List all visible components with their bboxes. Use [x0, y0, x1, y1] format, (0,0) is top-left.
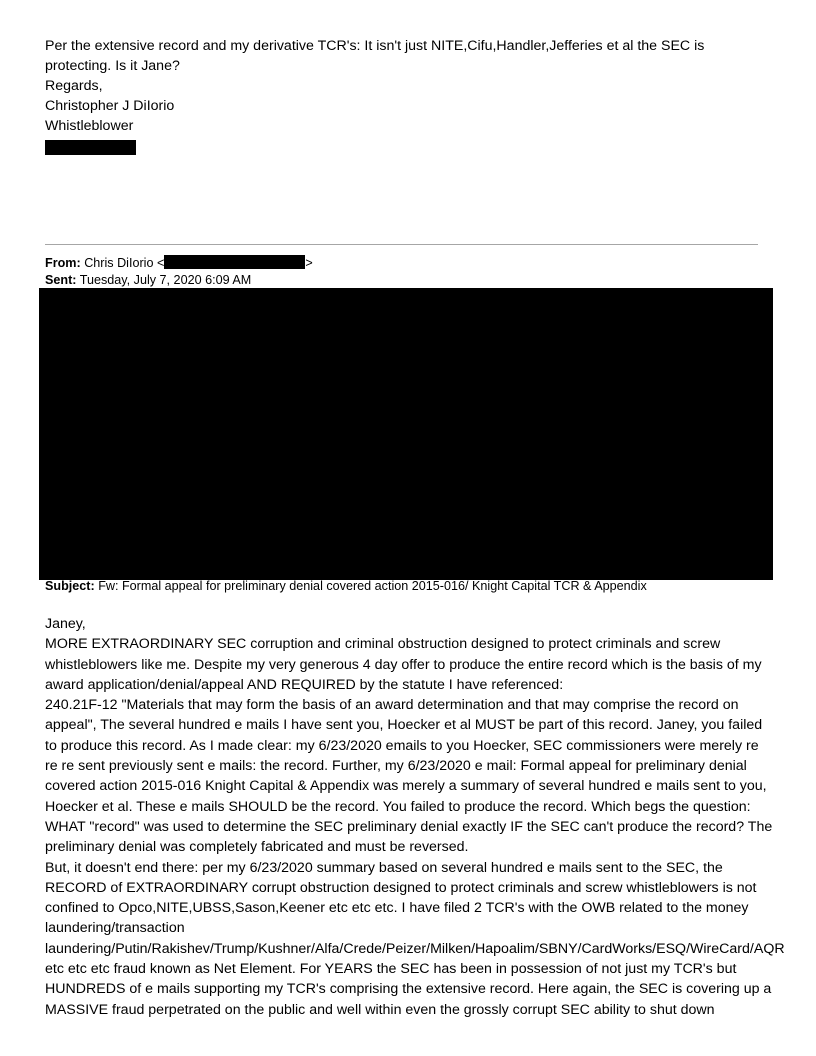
body-paragraph-2: 240.21F-12 "Materials that may form the basis of an award determination and that may comprise the record on appeal", The several hundred e mails I have sent you, Hoecker et al MUST be part of this record. Janey, you failed to produce this record. As I made clear: my 6/23/2020 emails to you Hoecker, SEC commissioners were merely re re re sent previously sent e mails: the record. Further, my 6/23/2020 e mail: Formal appeal for preliminary denial covered action 2015-016 Knight Capital & Appendix was merely a summary of several hundred e mails sent to you, Hoecker et al. These e mails SHOULD be the record. You failed to produce the record. Which begs the question: WHAT "record" was used to determine the SEC preliminary denial exactly IF the SEC can't produce the record? The preliminary denial was completely fabricated and must be reversed. — [45, 697, 773, 856]
body-paragraph-1: MORE EXTRAORDINARY SEC corruption and criminal obstruction designed to protect criminals and screw whistleblowers like me. Despite my very generous 4 day offer to produce the entire record which is the basis of my award application/denial/appeal AND REQUIRED by the statute I have referenced: — [45, 636, 762, 693]
signature-title: Whistleblower — [45, 118, 134, 134]
from-name: Chris DiIorio < — [84, 256, 165, 270]
subject-label: Subject: — [45, 579, 95, 593]
message-separator — [45, 244, 758, 245]
body-paragraph-3: But, it doesn't end there: per my 6/23/2020 summary based on several hundred e mails sent to the SEC, the RECORD of EXTRAORDINARY corrupt obstruction designed to protect criminals and screw whistleblowers is not confined to Opco,NITE,UBSS,Sason,Keener etc etc etc. I have filed 2 TCR's with the OWB related to the money laundering/transaction laundering/Putin/Rakishev/Trump/Kushner/Alfa/Crede/Peizer/Milken/Hapoalim/SBNY/CardWorks/ESQ/WireCard/AQR etc etc etc fraud known as Net Element. For YEARS the SEC has been in possession of not just my TCR's but HUNDREDS of e mails supporting my TCR's comprising the extensive record. Here again, the SEC is covering up a MASSIVE fraud perpetrated on the public and well within even the grossly corrupt SEC ability to shut down — [45, 859, 785, 1018]
email-body — [45, 614, 785, 1020]
from-close: > — [305, 256, 313, 270]
sent-value: Tuesday, July 7, 2020 6:09 AM — [79, 273, 252, 287]
sent-label: Sent: — [45, 273, 77, 287]
intro-regards: Regards, — [45, 78, 103, 94]
from-line — [45, 255, 765, 272]
signature-redaction — [45, 140, 136, 155]
email-header — [45, 255, 765, 289]
intro-block — [45, 36, 745, 136]
from-email-redaction — [164, 255, 305, 269]
subject-value: Fw: Formal appeal for preliminary denial covered action 2015-016/ Knight Capital TCR & Appendix — [98, 579, 647, 593]
recipients-redaction — [39, 288, 773, 580]
subject-line — [45, 578, 785, 595]
signature-name: Christopher J DiIorio — [45, 98, 175, 114]
intro-line-1: Per the extensive record and my derivative TCR's: It isn't just NITE,Cifu,Handler,Jefferies et al the SEC is protecting. Is it Jane? — [45, 38, 709, 74]
sent-line — [45, 272, 765, 289]
body-greeting: Janey, — [45, 616, 86, 632]
from-label: From: — [45, 256, 81, 270]
